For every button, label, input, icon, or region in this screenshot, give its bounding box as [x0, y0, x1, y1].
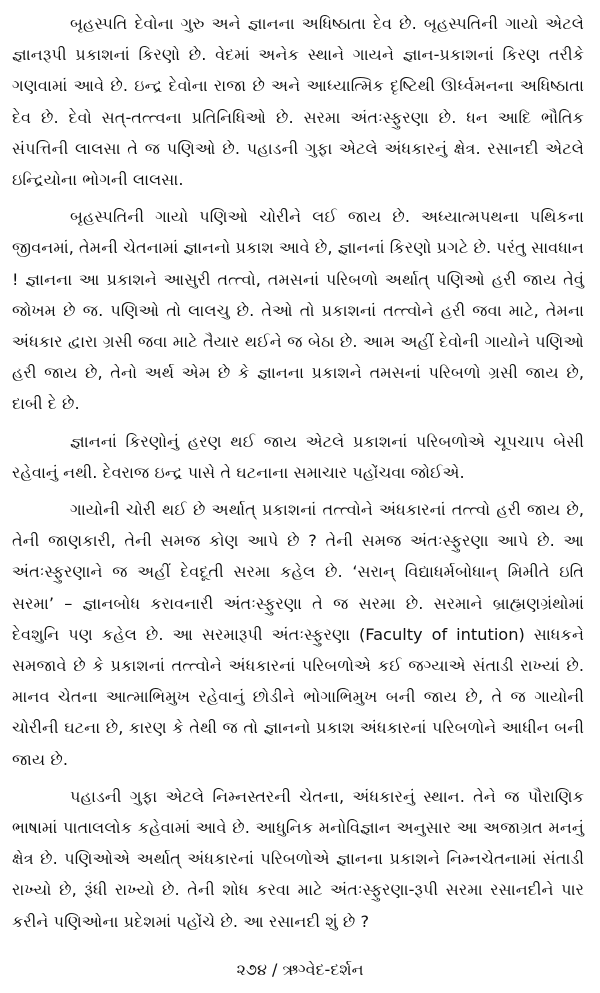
paragraph-mountain-cave: પહાડની ગુફા એટલે નિમ્નસ્તરની ચેતના, અંધકારનું સ્થાન. તેને જ પૌરાણિક ભાષામાં પાતાલલોક કહેવામાં આવે છે. આધુનિક મનોવિજ્ઞાન અનુસાર આ અજાગ્રત મનનું ક્ષેત્ર છે. પણિઓએ અર્થાત્ અંધકારનાં પરિબળોએ જ્ઞાનના પ્રકાશને નિમ્નચેતનામાં સંતાડી રાખ્યો છે, રૂંધી રાખ્યો છે. તેની શોધ કરવા માટે અંતઃસ્ફુરણા-રૂપી સરમા રસાનદીને પાર કરીને પણિઓના પ્રદેશમાં પહોંચે છે. આ રસાનદી શું છે ?: [12, 786, 584, 931]
paragraph-indra-news: જ્ઞાનનાં કિરણોનું હરણ થઈ જાય એટલે પ્રકાશનાં પરિબળોએ ચૂપચાપ બેસી રહેવાનું નથી. દેવરાજ ઇન્દ્ર પાસે તે ઘટનાના સમાચાર પહોંચવા જોઈએ.: [12, 431, 584, 482]
paragraph-panis-steal-cows: બૃહસ્પતિની ગાયો પણિઓ ચોરીને લઈ જાય છે. અધ્યાત્મપથના પથિકના જીવનમાં, તેમની ચેતનામાં જ્ઞાનનો પ્રકાશ આવે છે, જ્ઞાનનાં કિરણો પ્રગટે છે. પરંતુ સાવધાન ! જ્ઞાનના આ પ્રકાશને આસુરી તત્ત્વો, તમસનાં પરિબળો અર્થાત્ પણિઓ હરી જાય તેવું જોખમ છે જ. પણિઓ તો લાલચુ છે. તેઓ તો પ્રકાશનાં તત્ત્વોને હરી જવા માટે, તેમના અંધકાર દ્વારા ગ્રસી જવા માટે તૈયાર થઈને જ બેઠા છે. આમ અહીં દેવોની ગાયોને પણિઓ હરી જાય છે, તેનો અર્થ એમ છે કે જ્ઞાનના પ્રકાશને તમસનાં પરિબળો ગ્રસી જાય છે, દાબી દે છે.: [12, 207, 584, 414]
paragraph-sarama-intuition: ગાયોની ચોરી થઈ છે અર્થાત્ પ્રકાશનાં તત્ત્વોને અંધકારનાં તત્ત્વો હરી જાય છે, તેની જાણકારી, તેની સમજ કોણ આપે છે ? તેની સમજ અંતઃસ્ફુરણા આપે છે. આ અંતઃસ્ફુરણાને જ અહીં દેવદૂતી સરમા કહેલ છે. ‘સરાન્ વિદ્યાધર્મબોધાન્ મિમીતે ઇતિ સરમા’ – જ્ઞાનબોધ કરાવનારી અંતઃસ્ફુરણા તે જ સરમા છે. સરમાને બ્રાહ્મણગ્રંથોમાં દેવશુનિ પણ કહેલ છે. આ સરમારૂપી અંતઃસ્ફુરણા (Faculty of intution) સાધકને સમજાવે છે કે પ્રકાશનાં તત્ત્વોને અંધકારનાં પરિબળોએ કઈ જગ્યાએ સંતાડી રાખ્યાં છે. માનવ ચેતના આત્માભિમુખ રહેવાનું છોડીને ભોગાભિમુખ બની જાય છે, તે જ ગાયોની ચોરીની ઘટના છે, કારણ કે તેથી જ તો જ્ઞાનનો પ્રકાશ અંધકારનાં પરિબળોને આધીન બની જાય છે.: [12, 500, 584, 769]
page-footer: ૨૭૪ / ઋગ્વેદ-દર્શન: [236, 960, 364, 979]
paragraph-brihaspati-cows: બૃહસ્પતિ દેવોના ગુરુ અને જ્ઞાનના અધિષ્ઠાતા દેવ છે. બૃહસ્પતિની ગાયો એટલે જ્ઞાનરૂપી પ્રકાશનાં કિરણો છે. વેદમાં અનેક સ્થાને ગાયને જ્ઞાન-પ્રકાશનાં કિરણ તરીકે ગણવામાં આવે છે. ઇન્દ્ર દેવોના રાજા છે અને આધ્યાત્મિક દૃષ્ટિથી ઊર્ધ્વમનના અધિષ્ઠાતા દેવ છે. દેવો સત્-તત્ત્વના પ્રતિનિધિઓ છે. સરમા અંતઃસ્ફુરણા છે. ધન આદિ ભૌતિક સંપત્તિની લાલસા તે જ પણિઓ છે. પહાડની ગુફા એટલે અંધકારનું ક્ષેત્ર. રસાનદી એટલે ઇન્દ્રિયોના ભોગની લાલસા.: [12, 14, 584, 190]
